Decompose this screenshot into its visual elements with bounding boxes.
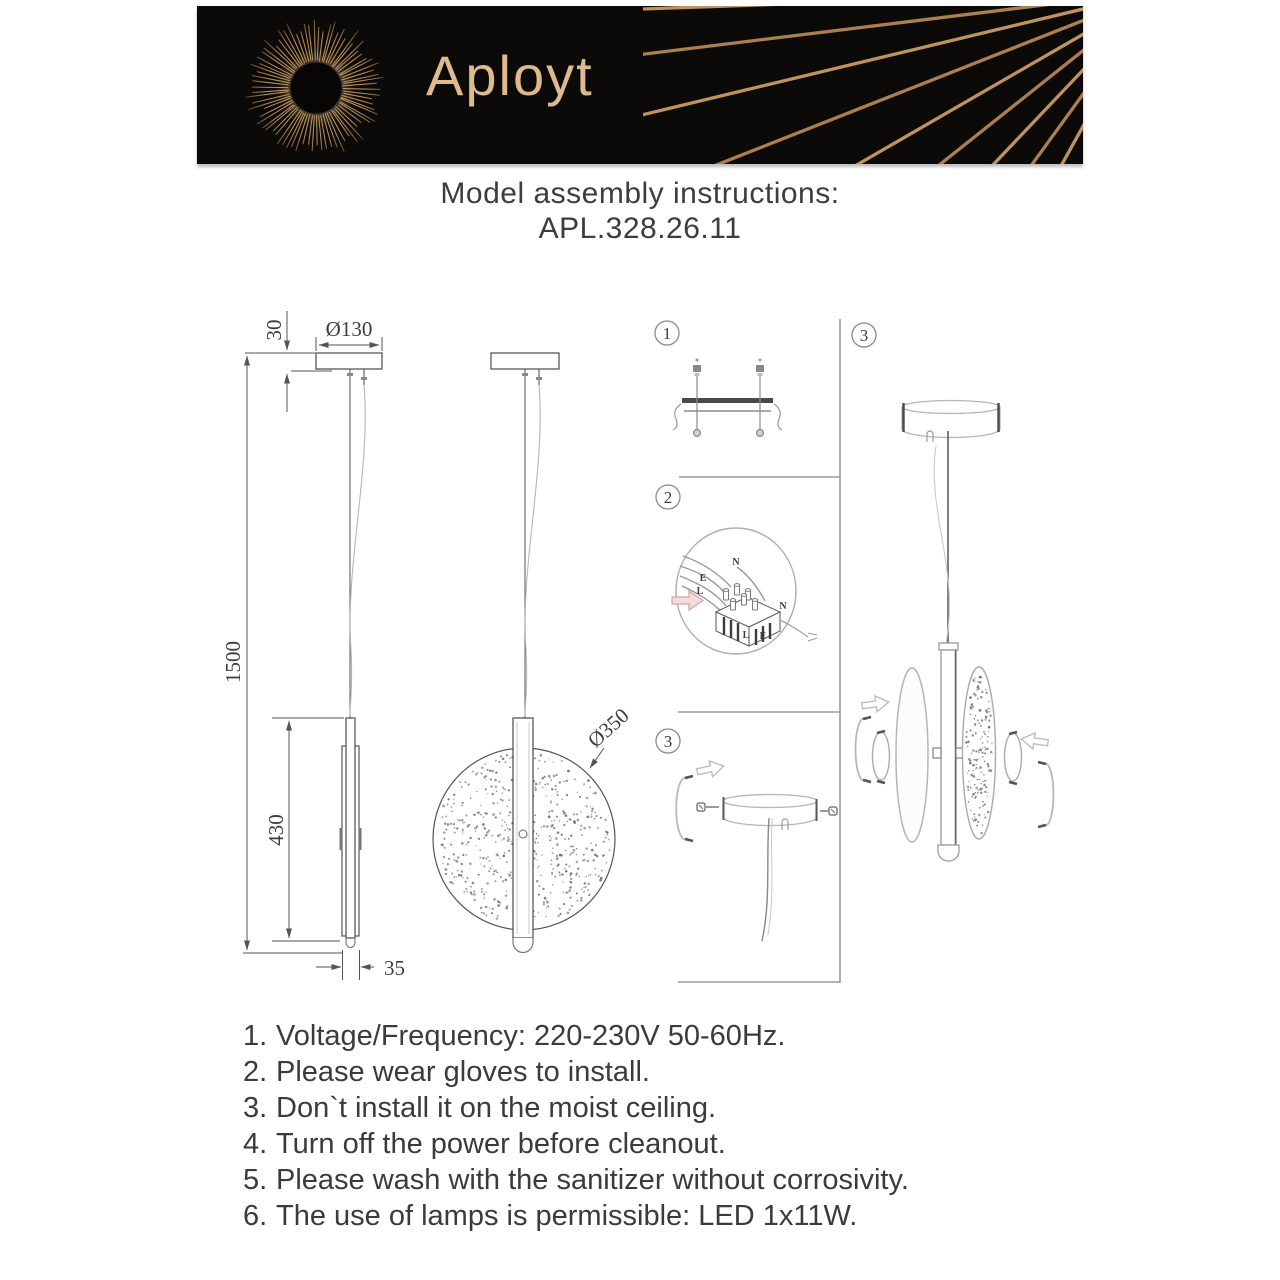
model-number: APL.328.26.11 [538, 212, 742, 245]
svg-text:Ø350: Ø350 [582, 703, 634, 753]
right-rotate-arrow-icon [1038, 762, 1053, 827]
tube-front [513, 718, 533, 938]
page-title: Model assembly instructions: [440, 177, 840, 210]
canopy-side [316, 353, 382, 369]
instruction-list [243, 1020, 909, 1236]
svg-text:L: L [742, 630, 750, 641]
svg-text:L: L [696, 586, 704, 597]
instruction-number: 4. [243, 1128, 268, 1160]
instruction-number: 3. [243, 1092, 268, 1124]
power-cord [525, 385, 540, 716]
instruction-item [243, 1164, 909, 1200]
canopy-assembly [697, 795, 837, 826]
dimension-130 [316, 317, 382, 351]
instruction-text: Don`t install it on the moist ceiling. [276, 1092, 717, 1124]
instruction-item [243, 1092, 909, 1128]
hanging-cable [762, 818, 788, 941]
instruction-text: The use of lamps is permissible: LED 1x11W. [276, 1200, 858, 1232]
instruction-number: 5. [243, 1164, 268, 1196]
instruction-item [243, 1128, 909, 1164]
svg-text:1500: 1500 [221, 641, 245, 683]
left-ring [873, 731, 890, 783]
cord [934, 446, 949, 643]
final-assembly-panel [852, 323, 1053, 861]
tube-tip [513, 938, 533, 953]
svg-text:N: N [779, 601, 787, 612]
canopy-front [491, 353, 559, 369]
instruction-number: 6. [243, 1200, 268, 1232]
center-tube [933, 643, 964, 861]
panel-dividers [678, 319, 840, 983]
svg-text:30: 30 [262, 319, 286, 341]
dimension-1500 [221, 353, 342, 953]
svg-text:Ø130: Ø130 [325, 317, 373, 341]
right-direction-arrow-icon [1020, 731, 1049, 751]
svg-text:3: 3 [859, 326, 869, 345]
svg-text:3: 3 [663, 732, 673, 751]
dimension-430 [264, 718, 344, 941]
mounting-bracket [673, 359, 782, 437]
direction-arrow-icon [696, 758, 726, 779]
step-2-panel [656, 485, 817, 654]
instruction-item [243, 1200, 909, 1236]
tube-side [346, 718, 355, 938]
step-3-panel [656, 729, 837, 941]
instruction-item [243, 1020, 909, 1056]
instruction-text: Turn off the power before cleanout. [276, 1128, 726, 1160]
power-cord [350, 385, 365, 716]
svg-text:E: E [759, 631, 767, 642]
svg-text:430: 430 [264, 814, 288, 846]
side-view [316, 353, 382, 948]
instruction-number: 2. [243, 1056, 268, 1088]
dimension-35 [316, 950, 405, 980]
left-direction-arrow-icon [861, 694, 890, 714]
rotate-arrow-icon [676, 776, 693, 841]
back-disc [896, 668, 928, 842]
svg-text:1: 1 [662, 324, 672, 343]
instruction-text: Please wear gloves to install. [276, 1056, 650, 1088]
right-ring [1005, 732, 1022, 784]
terminal-block [716, 584, 817, 646]
front-view [433, 353, 615, 953]
svg-text:N: N [732, 557, 740, 568]
step-1-panel [655, 321, 782, 437]
instruction-item [243, 1056, 909, 1092]
instruction-number: 1. [243, 1020, 268, 1052]
instruction-text: Please wash with the sanitizer without corrosivity. [276, 1164, 909, 1196]
left-rotate-arrow-icon [856, 717, 871, 782]
tube-tip [346, 939, 355, 948]
dimension-350 [583, 703, 634, 768]
svg-text:E: E [699, 573, 707, 584]
brand-name: Aployt [426, 44, 594, 107]
svg-text:35: 35 [384, 956, 405, 980]
canopy [902, 401, 1000, 438]
instruction-text: Voltage/Frequency: 220-230V 50-60Hz. [276, 1020, 786, 1052]
svg-text:2: 2 [663, 488, 673, 507]
